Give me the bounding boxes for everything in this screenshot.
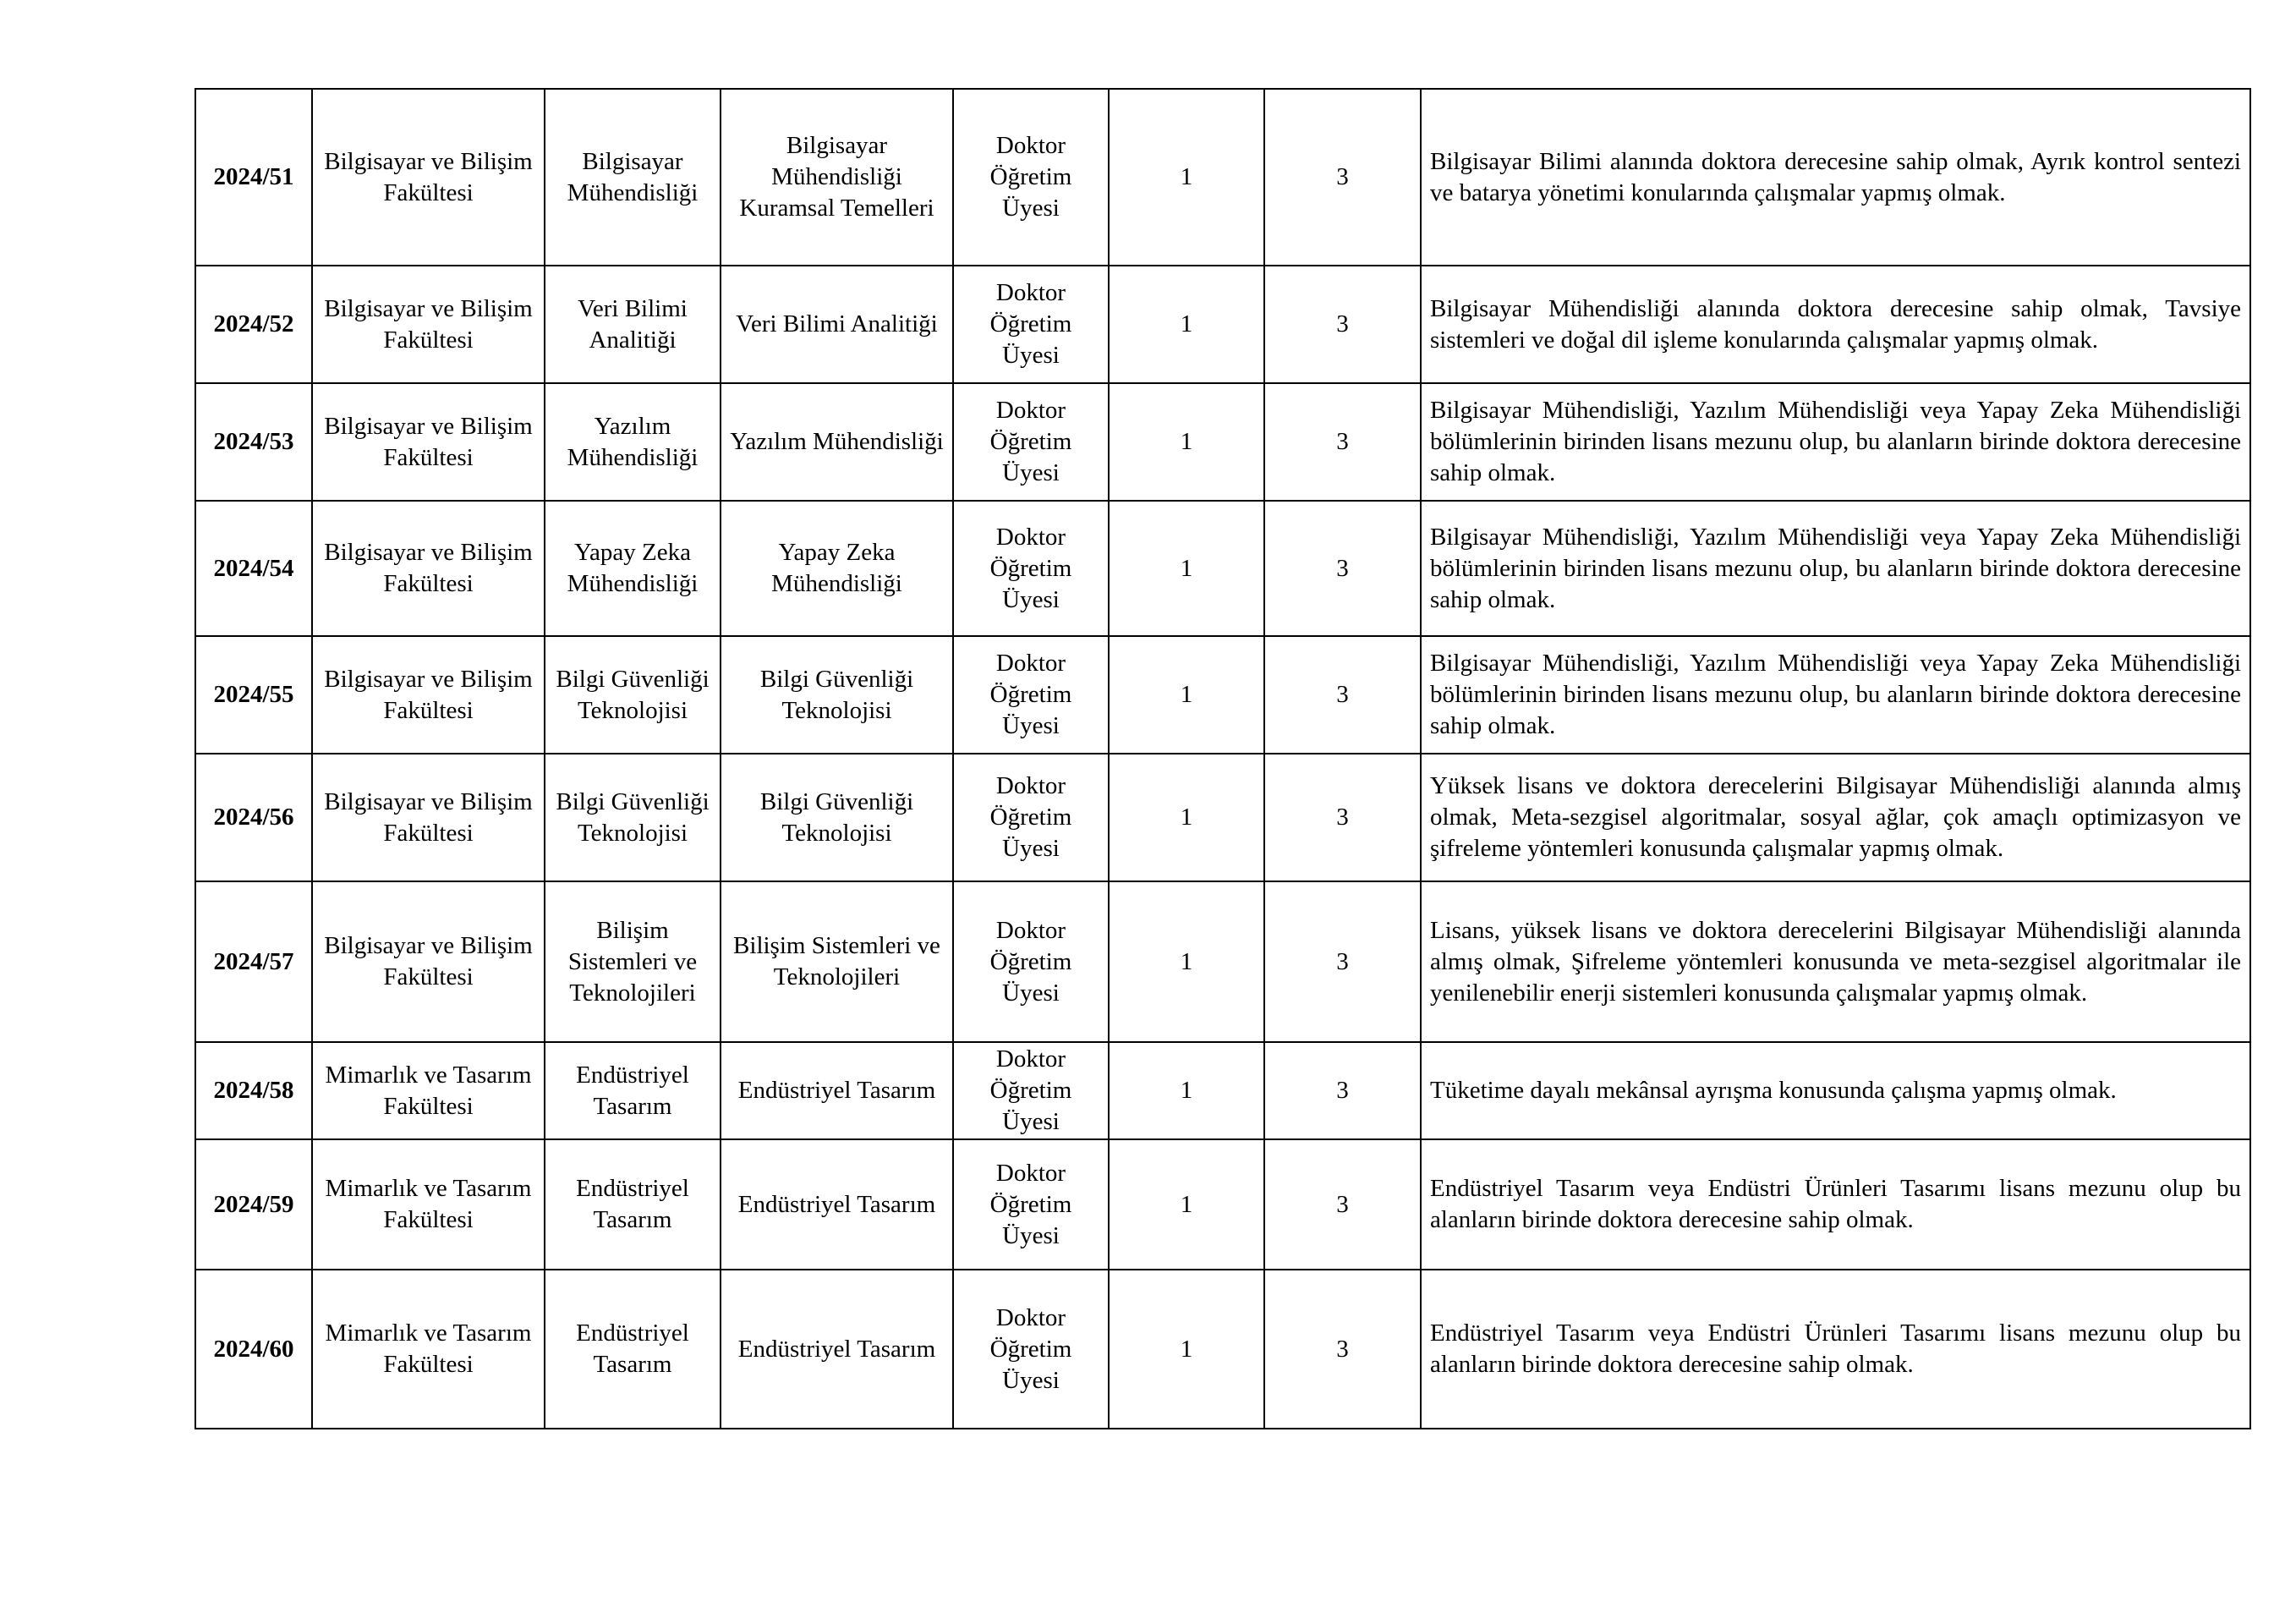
table-row — [195, 383, 2250, 501]
faculty-cell: Bilgisayar ve Bilişim Fakültesi — [312, 501, 545, 636]
post-code: 2024/54 — [195, 501, 312, 636]
department-cell: Yapay Zeka Mühendisliği — [545, 501, 721, 636]
program-cell: Bilişim Sistemleri ve Teknolojileri — [721, 881, 953, 1042]
table-row — [195, 636, 2250, 754]
department-cell: Endüstriyel Tasarım — [545, 1042, 721, 1139]
requirement-cell: Bilgisayar Mühendisliği, Yazılım Mühendisliği veya Yapay Zeka Mühendisliği bölümlerinin birinden lisans mezunu olup, bu alanların birinde doktora derecesine sahip olmak. — [1421, 383, 2250, 501]
degree-cell: 3 — [1264, 383, 1421, 501]
count-cell: 1 — [1109, 636, 1264, 754]
faculty-cell: Mimarlık ve Tasarım Fakültesi — [312, 1042, 545, 1139]
degree-cell: 3 — [1264, 636, 1421, 754]
department-cell: Bilgisayar Mühendisliği — [545, 89, 721, 266]
department-cell: Veri Bilimi Analitiği — [545, 266, 721, 383]
program-cell: Bilgi Güvenliği Teknolojisi — [721, 754, 953, 881]
table-row — [195, 266, 2250, 383]
requirement-cell: Endüstriyel Tasarım veya Endüstri Ürünleri Tasarımı lisans mezunu olup bu alanların birinde doktora derecesine sahip olmak. — [1421, 1139, 2250, 1270]
table-row — [195, 501, 2250, 636]
faculty-cell: Mimarlık ve Tasarım Fakültesi — [312, 1139, 545, 1270]
title-cell: Doktor Öğretim Üyesi — [953, 1270, 1109, 1429]
count-cell: 1 — [1109, 501, 1264, 636]
table-row — [195, 754, 2250, 881]
program-cell: Endüstriyel Tasarım — [721, 1042, 953, 1139]
requirement-cell: Yüksek lisans ve doktora derecelerini Bilgisayar Mühendisliği alanında almış olmak, Meta-sezgisel algoritmalar, sosyal ağlar, çok amaçlı optimizasyon ve şifreleme yöntemleri konusunda çalışmalar yapmış olmak. — [1421, 754, 2250, 881]
program-cell: Endüstriyel Tasarım — [721, 1270, 953, 1429]
count-cell: 1 — [1109, 383, 1264, 501]
table-row — [195, 881, 2250, 1042]
title-cell: Doktor Öğretim Üyesi — [953, 754, 1109, 881]
requirement-cell: Endüstriyel Tasarım veya Endüstri Ürünleri Tasarımı lisans mezunu olup bu alanların birinde doktora derecesine sahip olmak. — [1421, 1270, 2250, 1429]
program-cell: Yazılım Mühendisliği — [721, 383, 953, 501]
requirement-cell: Bilgisayar Bilimi alanında doktora derecesine sahip olmak, Ayrık kontrol sentezi ve batarya yönetimi konularında çalışmalar yapmış olmak. — [1421, 89, 2250, 266]
degree-cell: 3 — [1264, 89, 1421, 266]
post-code: 2024/52 — [195, 266, 312, 383]
program-cell: Bilgi Güvenliği Teknolojisi — [721, 636, 953, 754]
degree-cell: 3 — [1264, 501, 1421, 636]
department-cell: Yazılım Mühendisliği — [545, 383, 721, 501]
post-code: 2024/60 — [195, 1270, 312, 1429]
post-code: 2024/53 — [195, 383, 312, 501]
title-cell: Doktor Öğretim Üyesi — [953, 636, 1109, 754]
title-cell: Doktor Öğretim Üyesi — [953, 89, 1109, 266]
degree-cell: 3 — [1264, 266, 1421, 383]
program-cell: Veri Bilimi Analitiği — [721, 266, 953, 383]
degree-cell: 3 — [1264, 1042, 1421, 1139]
table-row — [195, 1139, 2250, 1270]
count-cell: 1 — [1109, 1042, 1264, 1139]
post-code: 2024/51 — [195, 89, 312, 266]
count-cell: 1 — [1109, 754, 1264, 881]
count-cell: 1 — [1109, 1139, 1264, 1270]
count-cell: 1 — [1109, 881, 1264, 1042]
table-row — [195, 89, 2250, 266]
title-cell: Doktor Öğretim Üyesi — [953, 881, 1109, 1042]
post-code: 2024/58 — [195, 1042, 312, 1139]
post-code: 2024/59 — [195, 1139, 312, 1270]
faculty-cell: Bilgisayar ve Bilişim Fakültesi — [312, 881, 545, 1042]
department-cell: Bilişim Sistemleri ve Teknolojileri — [545, 881, 721, 1042]
faculty-cell: Mimarlık ve Tasarım Fakültesi — [312, 1270, 545, 1429]
title-cell: Doktor Öğretim Üyesi — [953, 1042, 1109, 1139]
table-row — [195, 1042, 2250, 1139]
requirement-cell: Bilgisayar Mühendisliği alanında doktora derecesine sahip olmak, Tavsiye sistemleri ve doğal dil işleme konularında çalışmalar yapmış olmak. — [1421, 266, 2250, 383]
title-cell: Doktor Öğretim Üyesi — [953, 1139, 1109, 1270]
count-cell: 1 — [1109, 266, 1264, 383]
requirement-cell: Bilgisayar Mühendisliği, Yazılım Mühendisliği veya Yapay Zeka Mühendisliği bölümlerinin birinden lisans mezunu olup, bu alanların birinde doktora derecesine sahip olmak. — [1421, 636, 2250, 754]
department-cell: Bilgi Güvenliği Teknolojisi — [545, 754, 721, 881]
program-cell: Endüstriyel Tasarım — [721, 1139, 953, 1270]
post-code: 2024/55 — [195, 636, 312, 754]
department-cell: Endüstriyel Tasarım — [545, 1270, 721, 1429]
degree-cell: 3 — [1264, 881, 1421, 1042]
faculty-cell: Bilgisayar ve Bilişim Fakültesi — [312, 636, 545, 754]
requirement-cell: Tüketime dayalı mekânsal ayrışma konusunda çalışma yapmış olmak. — [1421, 1042, 2250, 1139]
requirement-cell: Bilgisayar Mühendisliği, Yazılım Mühendisliği veya Yapay Zeka Mühendisliği bölümlerinin birinden lisans mezunu olup, bu alanların birinde doktora derecesine sahip olmak. — [1421, 501, 2250, 636]
program-cell: Yapay Zeka Mühendisliği — [721, 501, 953, 636]
count-cell: 1 — [1109, 89, 1264, 266]
faculty-cell: Bilgisayar ve Bilişim Fakültesi — [312, 754, 545, 881]
degree-cell: 3 — [1264, 1270, 1421, 1429]
faculty-cell: Bilgisayar ve Bilişim Fakültesi — [312, 383, 545, 501]
faculty-cell: Bilgisayar ve Bilişim Fakültesi — [312, 266, 545, 383]
count-cell: 1 — [1109, 1270, 1264, 1429]
program-cell: Bilgisayar Mühendisliği Kuramsal Temelleri — [721, 89, 953, 266]
post-code: 2024/56 — [195, 754, 312, 881]
faculty-cell: Bilgisayar ve Bilişim Fakültesi — [312, 89, 545, 266]
title-cell: Doktor Öğretim Üyesi — [953, 501, 1109, 636]
degree-cell: 3 — [1264, 1139, 1421, 1270]
department-cell: Bilgi Güvenliği Teknolojisi — [545, 636, 721, 754]
table-row — [195, 1270, 2250, 1429]
requirement-cell: Lisans, yüksek lisans ve doktora derecelerini Bilgisayar Mühendisliği alanında almış olmak, Şifreleme yöntemleri konusunda ve meta-sezgisel algoritmalar ile yenilenebilir enerji sistemleri konusunda çalışmalar yapmış olmak. — [1421, 881, 2250, 1042]
title-cell: Doktor Öğretim Üyesi — [953, 266, 1109, 383]
title-cell: Doktor Öğretim Üyesi — [953, 383, 1109, 501]
department-cell: Endüstriyel Tasarım — [545, 1139, 721, 1270]
degree-cell: 3 — [1264, 754, 1421, 881]
post-code: 2024/57 — [195, 881, 312, 1042]
position-table — [195, 88, 2251, 1429]
